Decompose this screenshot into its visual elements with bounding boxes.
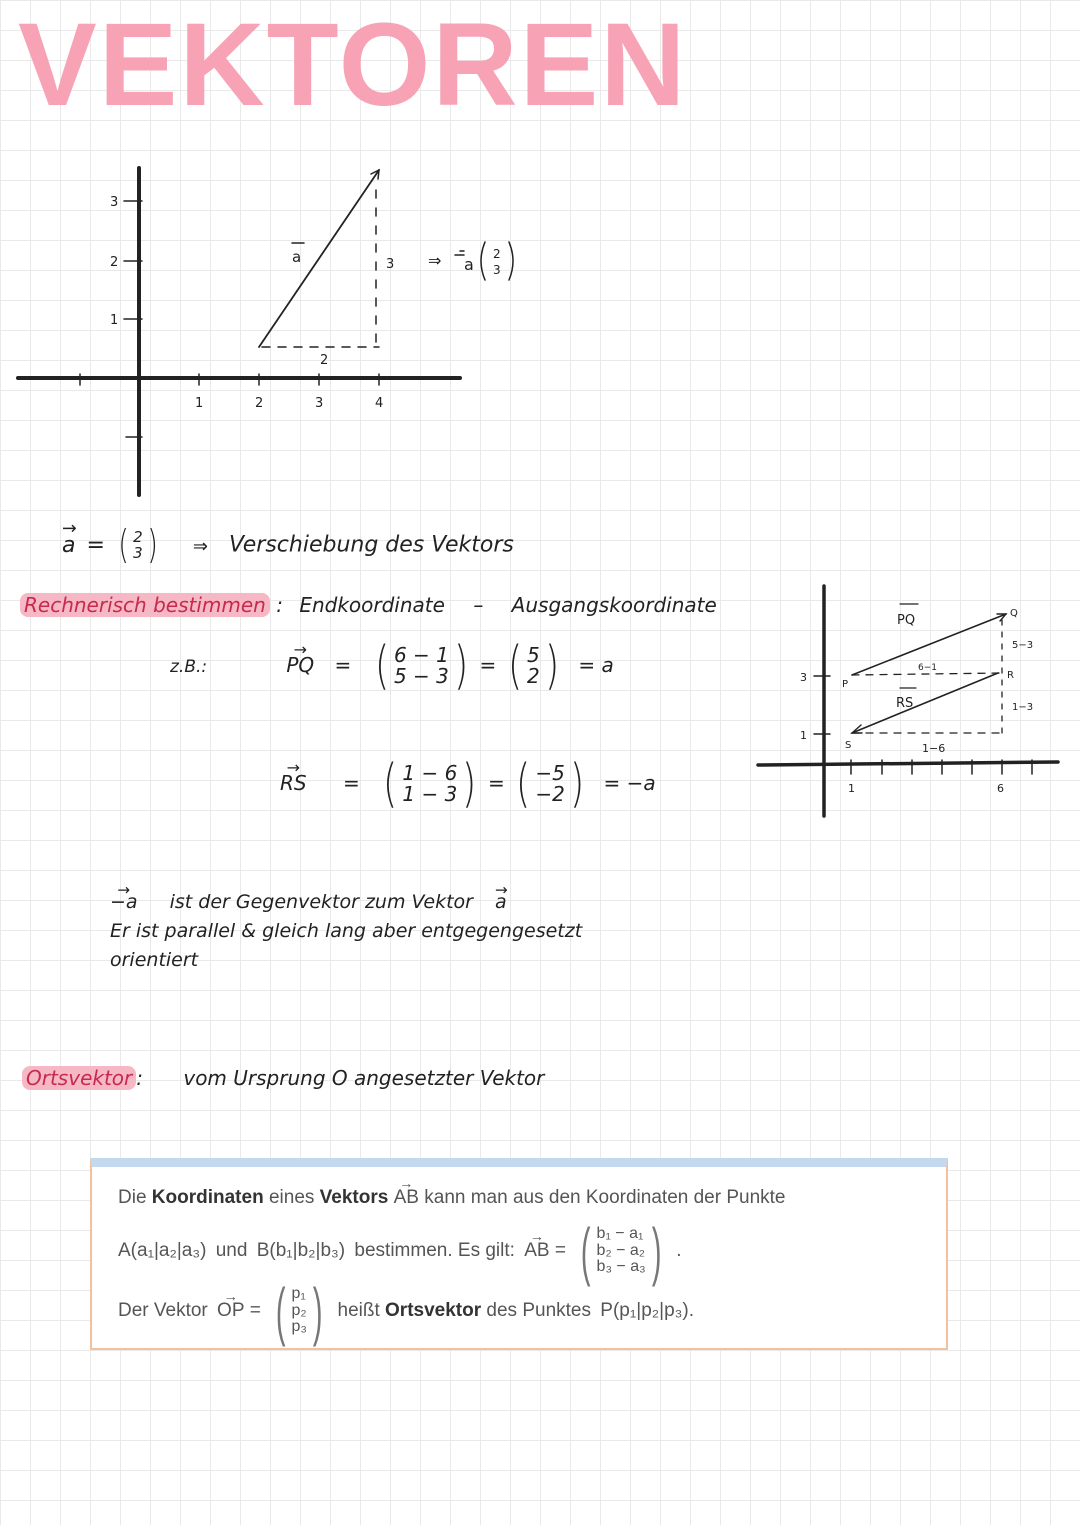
rs-difference-vector: ( 1 − 6 1 − 3 ) [383,754,477,814]
box-row-2 [118,1215,682,1287]
ortsvektor-text: vom Ursprung O angesetzter Vektor [183,1066,545,1090]
matrix-op-row-2: p₂ [291,1301,307,1319]
equals: = [554,1240,566,1262]
pq-bottom: 5 − 3 [393,664,449,688]
example-label: z.B.: [170,656,208,677]
colon: : [276,593,283,617]
matrix-op-row-3: p₃ [291,1318,307,1336]
equals: = [86,532,105,558]
box-text: kann man aus den Koordinaten der Punkte [424,1187,786,1208]
graph2-y-tick-3: 3 [800,671,807,684]
pq-name: → PQ [286,653,314,677]
result-vector-symbol: a [464,255,474,274]
rs-bottom: 1 − 3 [402,782,458,806]
definition-box [90,1158,948,1350]
vector-op: → OP [217,1300,244,1322]
vector-rs-line [852,673,998,733]
rs-result: = −a [603,770,656,795]
rs-result-vector: ( −5 −2 ) [516,754,585,814]
dy-label: 3 [386,257,395,272]
point-b-coords: B(b₁|b₂|b₃) [256,1240,346,1262]
rs-result-bottom: −2 [535,782,565,806]
formula-end: Endkoordinate [299,593,445,617]
matrix-op: ( p₁ p₂ p₃ ) [276,1275,323,1347]
highlight-rechnerisch: Rechnerisch bestimmen [20,593,270,617]
point-s: S [845,740,852,751]
label-pq: PQ [897,613,916,628]
gegenvektor-text-3: orientiert [110,949,199,971]
a-symbol: → a [495,888,507,917]
label-rs: RS [896,696,914,711]
period: . [676,1240,682,1262]
translation-line [62,523,514,568]
label-1-6: 1−6 [922,742,946,755]
minus-a-symbol: → −a [110,888,138,917]
x-tick-1: 1 [195,396,204,411]
graph2-x-tick-6: 6 [997,782,1004,795]
implies-arrow: ⇒ [192,535,208,557]
x-tick-2: 2 [255,396,264,411]
graph2-x-axis [758,762,1058,765]
pq-result: = a [578,652,614,677]
matrix-ab: ( b₁ − a₁ b₂ − a₂ b₃ − a₃ ) [581,1215,662,1287]
graph2-dashed-h1 [852,673,1002,675]
label-5-3: 5−3 [1012,640,1034,651]
vector-ab: → AB [524,1240,549,1262]
label-1-3: 1−3 [1012,702,1034,713]
dx-label: 2 [320,353,329,368]
highlight-ortsvektor: Ortsvektor [22,1066,136,1090]
y-tick-2: 2 [110,255,119,270]
pq-result-top: 5 [526,643,540,667]
colon: : [136,1066,143,1090]
matrix-op-row-1: p₁ [291,1284,306,1302]
gegenvektor-text-1: ist der Gegenvektor zum Vektor [169,891,473,913]
implies-arrow: ⇒ [428,251,442,270]
pq-result-bottom: 2 [526,664,540,688]
box-text: Der Vektor [118,1300,208,1322]
vector-a-bottom: 3 [133,543,143,562]
vector-a-label: a [292,248,302,266]
point-a-coords: A(a₁|a₂|a₃) [118,1240,207,1262]
graph-vector-a [0,150,520,510]
ortsvektor-definition [22,1066,544,1090]
equals: = [249,1300,261,1322]
box-text: eines [268,1187,315,1208]
box-text: und [215,1240,248,1262]
pq-equals-2: = [479,652,497,677]
gegenvektor-note [110,888,582,975]
point-q: Q [1010,608,1018,619]
gegenvektor-text-2: Er ist parallel & gleich lang aber entgegengesetzt [110,920,583,942]
rs-result-top: −5 [535,761,565,785]
example-pq [170,636,614,696]
pq-difference-vector: ( 6 − 1 5 − 3 ) [374,636,469,696]
calculation-rule [20,593,717,617]
x-tick-4: 4 [375,396,384,411]
box-bold-ortsvektor: Ortsvektor [385,1300,482,1322]
point-r: R [1007,670,1014,681]
translation-text: Verschiebung des Vektors [229,532,514,558]
page-title: VEKTOREN [18,0,688,131]
box-row-3 [118,1275,694,1347]
vector-a-line [259,170,379,347]
matrix-ab-row-2: b₂ − a₂ [596,1241,645,1259]
vector-a-top: 2 [133,527,143,546]
example-rs [280,754,656,814]
box-text: heißt [337,1300,380,1322]
graph-pq-rs [750,580,1070,825]
label-6-1: 6−1 [918,663,937,673]
rs-top: 1 − 6 [402,761,458,785]
matrix-ab-row-3: b₃ − a₃ [596,1258,646,1276]
pq-equals: = [334,652,352,677]
formula-minus: – [473,593,484,617]
column-vector-a: ( 2 3 ) [118,523,158,568]
box-text: bestimmen. Es gilt: [354,1240,515,1262]
graph2-y-tick-1: 1 [800,729,807,742]
result-top: 2 [493,247,501,261]
box-bold-koordinaten: Koordinaten [151,1187,264,1208]
graph2-x-tick-1: 1 [848,782,855,795]
box-text: des Punktes [486,1300,591,1322]
vector-ab: → AB [394,1187,419,1209]
y-tick-3: 3 [110,195,119,210]
result-bottom: 3 [493,263,501,277]
box-text: Die [118,1187,147,1208]
rs-name: → RS [280,771,307,795]
pq-result-vector: ( 5 2 ) [507,636,559,696]
box-row-1 [118,1187,786,1209]
point-p: P [842,679,849,690]
box-bold-vektors: Vektors [319,1187,389,1208]
x-tick-3: 3 [315,396,324,411]
pq-top: 6 − 1 [393,643,449,667]
formula-start: Ausgangskoordinate [511,593,717,617]
matrix-ab-row-1: b₁ − a₁ [596,1224,644,1242]
rs-equals: = [342,770,360,795]
y-tick-1: 1 [110,313,119,328]
rs-equals-2: = [487,770,505,795]
point-p-coords: P(p₁|p₂|p₃). [600,1300,694,1322]
vector-a-symbol: → a [62,533,75,558]
